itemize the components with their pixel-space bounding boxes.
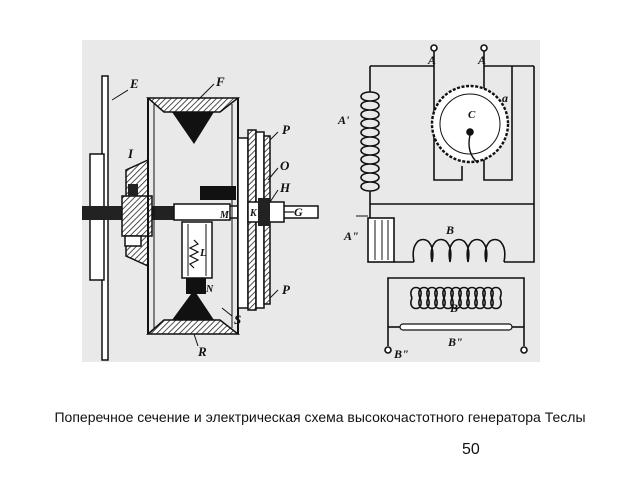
label-A-prime: A' xyxy=(338,113,350,127)
label-G: G xyxy=(294,205,303,219)
label-R: R xyxy=(198,344,207,359)
label-B-double-prime-bottom: B" xyxy=(394,347,409,361)
label-P-bottom: P xyxy=(282,282,290,297)
label-A-double-prime: A" xyxy=(344,229,359,243)
label-A-left: A xyxy=(428,53,437,67)
label-P-top: P xyxy=(282,122,290,137)
label-O: O xyxy=(280,158,290,173)
label-L: L xyxy=(200,247,207,259)
label-I: I xyxy=(128,146,134,161)
label-B-double-prime-tube: B" xyxy=(448,335,463,349)
tesla-generator-figure xyxy=(82,40,540,362)
label-A-right: A xyxy=(478,53,487,67)
page-number: 50 xyxy=(462,441,480,458)
label-B: B xyxy=(446,223,455,237)
label-N: N xyxy=(206,284,214,295)
label-S: S xyxy=(234,312,242,327)
label-C: C xyxy=(468,109,476,121)
label-E: E xyxy=(130,76,139,91)
label-M: M xyxy=(220,210,229,221)
label-a: a xyxy=(502,91,508,105)
figure-caption: Поперечное сечение и электрическая схема высокочастотного генератора Теслы xyxy=(54,409,586,425)
label-K: K xyxy=(250,208,257,219)
label-F: F xyxy=(216,74,225,89)
label-B-prime: B' xyxy=(450,301,462,315)
label-H: H xyxy=(280,180,291,195)
